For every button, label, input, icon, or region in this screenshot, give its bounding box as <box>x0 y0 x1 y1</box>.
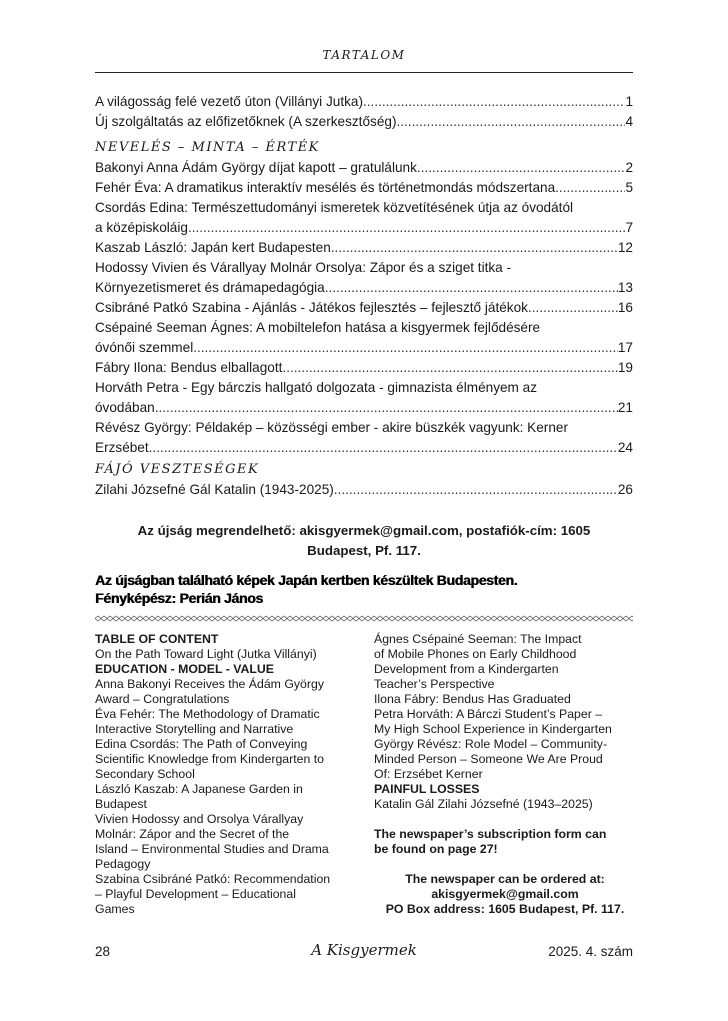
toc-entry-title: Fehér Éva: A dramatikus interaktív mesélés és történetmondás módszertana <box>95 180 556 195</box>
dot-leader <box>155 398 618 418</box>
publication-name: A Kisgyermek <box>311 941 417 959</box>
ordering-note: akisgyermek@gmail.com <box>431 887 579 901</box>
toc-entry-title: Környezetismeret és drámapedagógia <box>95 280 325 295</box>
dot-leader <box>149 438 618 458</box>
dot-leader <box>396 112 625 132</box>
english-toc-line: Teacher’s Perspective <box>374 677 495 691</box>
toc-entry-line: Csordás Edina: Természettudományi ismeretek közvetítésének útja az óvodától <box>95 200 574 215</box>
ordering-note: PO Box address: 1605 Budapest, Pf. 117. <box>385 902 625 916</box>
english-toc-line: Island – Environmental Studies and Drama <box>95 842 329 856</box>
toc-entry <box>95 238 633 258</box>
english-toc-line: Of: Erzsébet Kerner <box>374 767 483 781</box>
english-toc-line: Pedagogy <box>95 857 151 871</box>
toc-entry-title: Fábry Ilona: Bendus elballagott <box>95 360 283 375</box>
dot-leader <box>417 158 626 178</box>
english-toc-line: Minded Person – Someone We Are Proud <box>374 752 603 766</box>
english-toc-line: Interactive Storytelling and Narrative <box>95 722 294 736</box>
header-rule <box>95 72 633 73</box>
toc-page-number: 7 <box>625 220 633 235</box>
english-toc-line: Szabina Csibráné Patkó: Recommendation <box>95 872 331 886</box>
order-note-line: Az újság megrendelhető: akisgyermek@gmail.com, postafiók-cím: 1605 <box>137 523 591 538</box>
toc-page-number: 17 <box>617 340 633 355</box>
english-toc-right-column <box>374 632 636 917</box>
decorative-divider <box>95 615 633 622</box>
ordering-note: The newspaper can be ordered at: <box>405 872 605 886</box>
toc-page-number: 26 <box>617 482 633 497</box>
section-heading: FÁJÓ VESZTESÉGEK <box>95 462 260 477</box>
english-toc-line: Katalin Gál Zilahi Józsefné (1943–2025) <box>374 797 593 811</box>
english-toc-line: My High School Experience in Kindergarten <box>374 722 612 736</box>
english-toc-line: Ágnes Csépainé Seeman: The Impact <box>374 632 582 646</box>
toc-entry-title: Bakonyi Anna Ádám György díjat kapott – gratulálunk <box>95 160 417 175</box>
toc-entry <box>95 480 633 500</box>
toc-entry <box>95 398 633 418</box>
spacer <box>374 857 636 872</box>
toc-entry <box>95 218 633 238</box>
dot-leader <box>325 278 618 298</box>
toc-page-number: 16 <box>617 300 633 315</box>
dot-leader <box>363 92 625 112</box>
toc-page-number: 13 <box>617 280 633 295</box>
dot-leader <box>193 338 618 358</box>
english-toc-line: György Révész: Role Model – Community- <box>374 737 608 751</box>
toc-entry <box>95 438 633 458</box>
english-section-heading: TABLE OF CONTENT <box>95 632 219 646</box>
toc-entry <box>95 158 633 178</box>
photographer-line: Fényképész: Perián János <box>95 590 263 606</box>
toc-page-number: 1 <box>625 94 633 109</box>
toc-page-number: 24 <box>617 440 633 455</box>
dot-leader <box>282 358 617 378</box>
english-toc-line: Ilona Fábry: Bendus Has Graduated <box>374 692 571 706</box>
english-toc-line: Edina Csordás: The Path of Conveying <box>95 737 308 751</box>
english-toc-line: – Playful Development – Educational <box>95 887 296 901</box>
toc-entry-line: Hodossy Vivien és Várallyay Molnár Orsolya: Zápor és a sziget titka - <box>95 260 512 275</box>
toc-entry-title: Erzsébet <box>95 440 149 455</box>
page-header-title: TARTALOM <box>322 48 406 62</box>
english-toc-line: Molnár: Zápor and the Secret of the <box>95 827 290 841</box>
toc-page-number: 21 <box>617 400 633 415</box>
toc-entry <box>95 178 633 198</box>
english-toc-line: László Kaszab: A Japanese Garden in <box>95 782 303 796</box>
english-toc-line: Petra Horváth: A Bárczi Student’s Paper – <box>374 707 603 721</box>
english-toc-left-column <box>95 632 357 917</box>
english-section-heading: PAINFUL LOSSES <box>374 782 480 796</box>
section-heading: NEVELÉS – MINTA – ÉRTÉK <box>95 140 320 155</box>
english-toc-line: Award – Congratulations <box>95 692 230 706</box>
toc-entry-title: óvodában <box>95 400 155 415</box>
english-toc-line: Scientific Knowledge from Kindergarten to <box>95 752 324 766</box>
english-toc-line: On the Path Toward Light (Jutka Villányi) <box>95 647 317 661</box>
dot-leader <box>528 298 618 318</box>
toc-page-number: 4 <box>625 114 633 129</box>
subscription-note: be found on page 27! <box>374 842 498 856</box>
toc-entry-title: Zilahi Józsefné Gál Katalin (1943-2025) <box>95 482 334 497</box>
english-toc-line: Games <box>95 902 135 916</box>
toc-entry <box>95 338 633 358</box>
toc-entry-line: Horváth Petra - Egy bárczis hallgató dolgozata - gimnazista élményem az <box>95 380 538 395</box>
toc-page-number: 19 <box>617 360 633 375</box>
dot-leader <box>334 480 618 500</box>
toc-entry-title: a középiskoláig <box>95 220 188 235</box>
english-toc-line: Anna Bakonyi Receives the Ádám György <box>95 677 324 691</box>
toc-entry <box>95 92 633 112</box>
toc-page-number: 2 <box>625 160 633 175</box>
toc-entry-title: A világosság felé vezető úton (Villányi Jutka) <box>95 94 363 109</box>
photo-note-line: Az újságban található képek Japán kertben készültek Budapesten. <box>95 572 518 588</box>
spacer <box>374 812 636 827</box>
english-toc-line: Secondary School <box>95 767 195 781</box>
photo-credit-note <box>95 571 655 607</box>
order-note <box>95 521 633 561</box>
toc-page-number: 12 <box>617 240 633 255</box>
order-note-line: Budapest, Pf. 117. <box>307 543 421 558</box>
english-toc-line: Éva Fehér: The Methodology of Dramatic <box>95 707 320 721</box>
toc-entry-line: Révész György: Példakép – közösségi ember - akire büszkék vagyunk: Kerner <box>95 420 568 435</box>
english-toc-line: Development from a Kindergarten <box>374 662 559 676</box>
page-number: 28 <box>95 944 111 959</box>
dot-leader <box>331 238 618 258</box>
english-toc-line: Budapest <box>95 797 147 811</box>
toc-entry-title: Kaszab László: Japán kert Budapesten <box>95 240 331 255</box>
toc-entry-title: óvónői szemmel <box>95 340 194 355</box>
table-of-contents <box>95 92 633 500</box>
toc-entry <box>95 112 633 132</box>
dot-leader <box>188 218 625 238</box>
toc-entry-title: Új szolgáltatás az előfizetőknek (A szerkesztőség) <box>95 114 397 129</box>
english-section-heading: EDUCATION - MODEL - VALUE <box>95 662 274 676</box>
issue-label: 2025. 4. szám <box>548 944 633 959</box>
subscription-note: The newspaper’s subscription form can <box>374 827 607 841</box>
toc-entry-line: Csépainé Seeman Ágnes: A mobiltelefon hatása a kisgyermek fejlődésére <box>95 320 541 335</box>
toc-page-number: 5 <box>625 180 633 195</box>
toc-entry <box>95 298 633 318</box>
toc-entry-title: Csibráné Patkó Szabina - Ajánlás - Játékos fejlesztés – fejlesztő játékok <box>95 300 528 315</box>
toc-entry <box>95 358 633 378</box>
english-toc-line: of Mobile Phones on Early Childhood <box>374 647 577 661</box>
english-toc-line: Vivien Hodossy and Orsolya Várallyay <box>95 812 304 826</box>
dot-leader <box>555 178 625 198</box>
toc-entry <box>95 278 633 298</box>
